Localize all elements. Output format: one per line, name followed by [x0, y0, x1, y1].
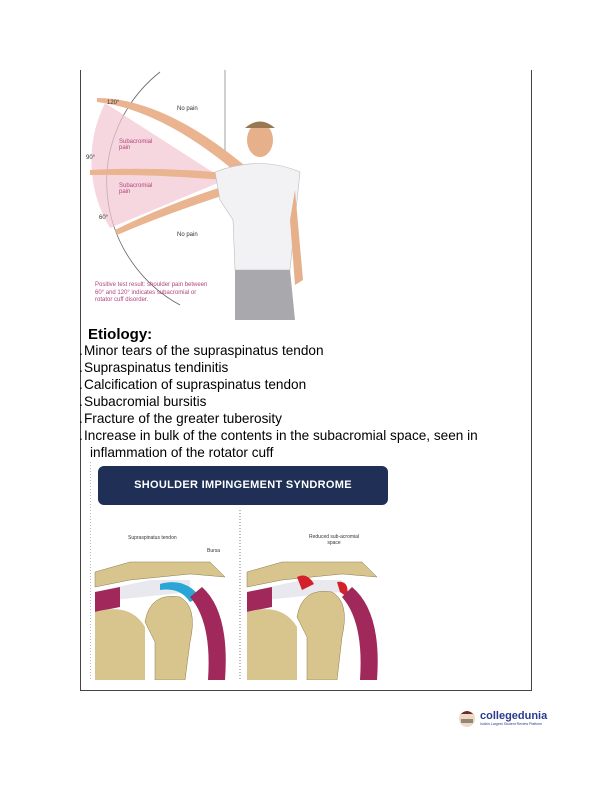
figure2-title-banner: SHOULDER IMPINGEMENT SYNDROME — [98, 466, 388, 505]
list-item: . Fracture of the greater tuberosity — [79, 411, 282, 426]
impingement-figure — [90, 462, 396, 680]
label-bursa: Bursa — [207, 548, 221, 554]
list-item: . Minor tears of the supraspinatus tendon — [79, 343, 324, 358]
page-border-right — [531, 70, 532, 691]
collegedunia-logo: collegedunia India's Largest Student Review Platform — [457, 708, 547, 728]
list-item-continuation: inflammation of the rotator cuff — [90, 445, 274, 460]
list-item: . Subacromial bursitis — [79, 394, 207, 409]
page-border-bottom — [80, 690, 532, 691]
zone-label-subacromial-lower: Subacromial pain — [119, 183, 153, 195]
etiology-heading: Etiology: — [88, 326, 153, 343]
zone-label-no-pain-top: No pain — [177, 106, 198, 112]
zone-label-subacromial-upper: Subacromial pain — [119, 139, 153, 151]
label-supraspinatus-tendon: Supraspinatus tendon — [128, 535, 177, 541]
list-item: . Increase in bulk of the contents in the subacromial space, seen in — [79, 428, 478, 443]
angle-label-90: 90° — [86, 155, 96, 161]
zone-label-no-pain-bottom: No pain — [177, 232, 198, 238]
angle-label-60: 60° — [99, 215, 109, 221]
label-reduced-space: Reduced sub-acromial space — [308, 534, 360, 546]
figure1-caption: Positive test result: shoulder pain between 60° and 120° indicates subacromial or rotator cuff disorder. — [95, 282, 208, 303]
mascot-icon — [457, 708, 477, 728]
etiology-list — [79, 342, 529, 461]
list-item: . Calcification of supraspinatus tendon — [79, 377, 307, 392]
list-item: . Supraspinatus tendinitis — [79, 360, 229, 375]
painful-arc-figure — [85, 70, 310, 320]
angle-label-120: 120° — [107, 100, 120, 106]
